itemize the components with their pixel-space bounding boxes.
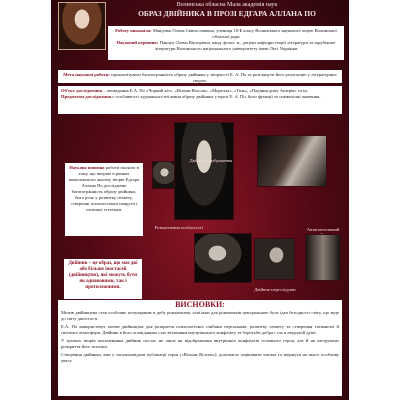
- header-text: [109, 1, 345, 19]
- novelty-text: роботи полягає в тому, що вперше в рамках комплексного аналізу творів Едгара Аллана По досліджено багатогранність образу двійника, його роль у розвитку сюжету, створенні психологічної напруги і готичної естетики.: [68, 165, 140, 212]
- illustration-right: [257, 135, 327, 187]
- object-label: Об'єкт дослідження: [61, 88, 103, 93]
- caption-poe: Двійник-відображення: [189, 158, 233, 163]
- object-box: [58, 86, 342, 114]
- conclusion-1: Мотив двійництва став особливо популярним в добу романтизму, оскільки для романтиків центральною була ідея безодності світу, що веде до світу двоїстості.: [61, 310, 339, 321]
- novelty-box: [65, 163, 143, 236]
- caption-pursuer: Двійник-переслідувач: [254, 287, 296, 292]
- conclusion-3: У зразках творів письменника двійник постає не лише як відображення внутрішніх конфліктів головного героя, але й як інструмент розкриття його психіки.: [61, 338, 339, 349]
- academy-name: Волинська обласна Мала академія наук: [176, 2, 278, 8]
- subject-text: є особливості художнього втілення образу двійника у прозі Е. А. По, його функції та символічні значення.: [111, 94, 321, 99]
- conclusion-4: Створення двійника, вже у загальновідомі публікації героя («Вільям Вілсон»), допомагає зацікавити читача та звернути на нього особливу увагу.: [61, 352, 339, 363]
- author-text: Мандзюк Олена Святославівна, учениця 10-Б класу Волинського наукового ліцею Волинської обласної ради: [152, 28, 337, 39]
- conclusions-box: [58, 300, 342, 396]
- doppelganger-definition: Двійник – це образ, що має дві або більше іпостасей (двійництво), які можуть бути як однаковими, так і протилежними.: [68, 261, 138, 290]
- poster: [51, 0, 349, 400]
- object-text: – оповідання Е.А. По «Чорний кіт», «Вільям Вілсон», «Морелла», «Тінь», «Падіння дому Ашерів» та ін.: [102, 88, 309, 93]
- novelty-label: Наукова новизна: [69, 165, 105, 170]
- aim-label: Мета наукової роботи:: [63, 72, 110, 77]
- conclusion-2: Е.А. По використовує мотив двійництва для розкриття психологічної глибини персонажів, розвитку сюжету та створення таємничої й гнітючої атмосфери. Двійник в його оповіданнях стає втіленням внутрішнього конфлікту та боротьби добра і зла в людській душі.: [61, 324, 339, 335]
- subject-label: Предметом дослідження: [61, 94, 112, 99]
- poster-title: ОБРАЗ ДВІЙНИКА В ПРОЗІ ЕДГАРА АЛЛАНА ПО: [138, 9, 316, 18]
- illustration-figure: [305, 234, 341, 281]
- author-portrait: [58, 2, 106, 50]
- aim-text: проаналізувати багатогранність образу двійника у творчості Е. А. По та розглянути його реалізацію у літературних творах.: [111, 72, 337, 83]
- conclusions-title: ВИСНОВКИ:: [175, 300, 225, 309]
- illustration-profile: [254, 238, 295, 280]
- advisor-label: Науковий керівник:: [116, 40, 159, 45]
- author-label: Роботу виконала:: [115, 28, 152, 33]
- aim-box: [58, 70, 342, 83]
- illustration-faces: [194, 233, 252, 283]
- poe-portrait: [174, 122, 234, 220]
- author-info-box: [108, 26, 344, 60]
- doppelganger-definition-box: [64, 259, 142, 299]
- caption-antagonist: Антагоністичний: [306, 227, 340, 232]
- advisor-text: Панчук Олена Вікторівна, канд. філол. н., доцент кафедри теорії літератури та зарубіжної літератури Волинського національного університету імені Лесі Українки: [154, 40, 336, 51]
- caption-split: Розщеплення особистості: [154, 225, 204, 230]
